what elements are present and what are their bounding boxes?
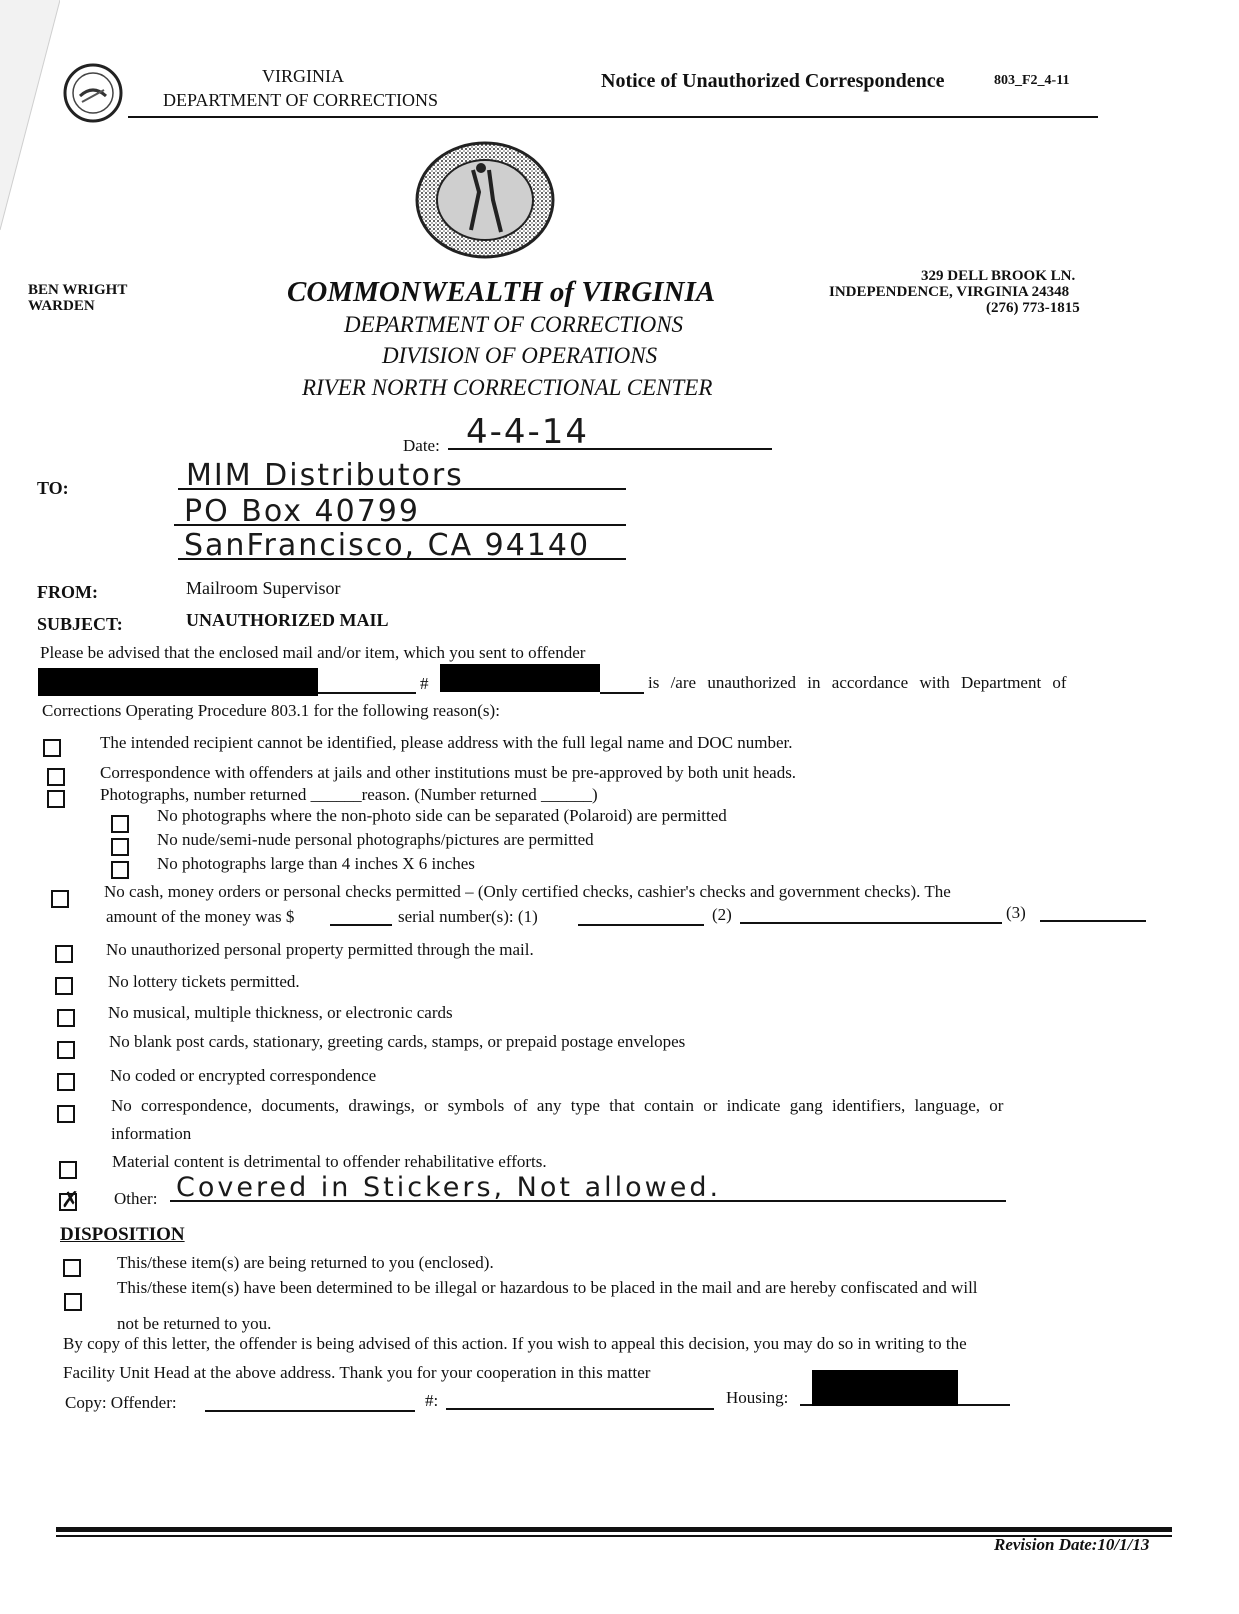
- header-rule: [128, 116, 1098, 118]
- reason-checkbox-lottery[interactable]: [55, 977, 73, 995]
- revision-date: Revision Date:10/1/13: [994, 1535, 1150, 1554]
- checkmark-icon: ✗: [61, 1188, 80, 1213]
- redacted-offender-name: [38, 668, 318, 696]
- money-serial-label: serial number(s): (1): [398, 907, 538, 926]
- reason-text-cash: No cash, money orders or personal checks permitted – (Only certified checks, cashier's checks and government checks). The: [104, 882, 951, 901]
- disposition-text-returned: This/these item(s) are being returned to you (enclosed).: [117, 1253, 494, 1272]
- offender-number-line: [600, 692, 644, 694]
- offender-number-hash: #: [420, 674, 429, 693]
- reason-checkbox-2[interactable]: [47, 768, 65, 786]
- reason-checkbox-property[interactable]: [55, 945, 73, 963]
- copy-offender-line: [205, 1410, 415, 1412]
- money-amount-line: [330, 924, 392, 926]
- from-label: FROM:: [37, 582, 98, 602]
- commonwealth-seal-icon: [413, 140, 558, 260]
- reason-text-lottery: No lottery tickets permitted.: [108, 972, 300, 991]
- to-underline-3: [178, 558, 626, 560]
- other-reason-value: Covered in Stickers, Not allowed.: [176, 1172, 722, 1203]
- form-title: Notice of Unauthorized Correspondence: [601, 70, 945, 92]
- to-label: TO:: [37, 478, 69, 498]
- to-line-1: MIM Distributors: [186, 458, 464, 493]
- reason-checkbox-gang[interactable]: [57, 1105, 75, 1123]
- to-line-3: SanFrancisco, CA 94140: [184, 528, 591, 563]
- warden-title: WARDEN: [28, 298, 95, 314]
- reason-text-gang-cont: information: [111, 1124, 192, 1143]
- reason-text-cards: No musical, multiple thickness, or electronic cards: [108, 1003, 453, 1022]
- reason-checkbox-material[interactable]: [59, 1161, 77, 1179]
- body-op-procedure: Corrections Operating Procedure 803.1 for the following reason(s):: [42, 701, 500, 720]
- redacted-housing: [812, 1370, 958, 1406]
- reason-text-3: Photographs, number returned ______reason. (Number returned ______): [100, 785, 598, 804]
- footer-rule: [56, 1527, 1172, 1532]
- reason-checkbox-nude[interactable]: [111, 838, 129, 856]
- scan-corner-fold: [0, 0, 60, 240]
- letterhead-dept: DEPARTMENT OF CORRECTIONS: [344, 312, 684, 337]
- reason-checkbox-polaroid[interactable]: [111, 815, 129, 833]
- reason-checkbox-3[interactable]: [47, 790, 65, 808]
- disposition-text-cont: not be returned to you.: [117, 1314, 272, 1333]
- date-label: Date:: [403, 436, 440, 455]
- form-code: 803_F2_4-11: [994, 73, 1070, 88]
- reason-text-1: The intended recipient cannot be identified, please address with the full legal name and DOC number.: [100, 733, 793, 752]
- to-line-2: PO Box 40799: [184, 494, 420, 529]
- disposition-heading: DISPOSITION: [60, 1224, 185, 1245]
- reason-checkbox-cards[interactable]: [57, 1009, 75, 1027]
- reason-text-size: No photographs large than 4 inches X 6 inches: [157, 854, 475, 873]
- subject-label: SUBJECT:: [37, 614, 123, 634]
- reason-text-coded: No coded or encrypted correspondence: [110, 1066, 377, 1085]
- subject-value: UNAUTHORIZED MAIL: [186, 610, 389, 630]
- reason-text-blank: No blank post cards, stationary, greeting cards, stamps, or prepaid postage envelopes: [109, 1032, 686, 1051]
- appeal-line-2: Facility Unit Head at the above address. Thank you for your cooperation in this matter: [63, 1363, 651, 1382]
- to-underline-2: [174, 524, 626, 526]
- offender-name-line: [318, 692, 416, 694]
- commonwealth-title: COMMONWEALTH of VIRGINIA: [287, 276, 716, 308]
- facility-address-1: 329 DELL BROOK LN.: [921, 268, 1076, 284]
- reason-text-2: Correspondence with offenders at jails and other institutions must be pre-approved by both unit heads.: [100, 763, 797, 782]
- disposition-checkbox-confiscated[interactable]: [64, 1293, 82, 1311]
- reason-checkbox-1[interactable]: [43, 739, 61, 757]
- facility-phone: (276) 773-1815: [986, 300, 1080, 316]
- reason-text-other: Other:: [114, 1189, 158, 1208]
- reason-checkbox-blank[interactable]: [57, 1041, 75, 1059]
- header-department: DEPARTMENT OF CORRECTIONS: [163, 90, 438, 110]
- reason-checkbox-cash[interactable]: [51, 890, 69, 908]
- copy-number-line: [446, 1408, 714, 1410]
- date-value: 4-4-14: [466, 412, 590, 452]
- money-serial-2-label: (2): [712, 905, 732, 924]
- money-serial-2-line: [740, 922, 1002, 924]
- copy-offender-label: Copy: Offender:: [65, 1393, 177, 1412]
- reason-text-material: Material content is detrimental to offender rehabilitative efforts.: [112, 1152, 547, 1171]
- appeal-line-1: By copy of this letter, the offender is being advised of this action. If you wish to appeal this decision, you may do so in writing to the: [63, 1334, 967, 1353]
- body-is-are: is /are unauthorized in accordance with Department of: [648, 673, 1067, 692]
- from-value: Mailroom Supervisor: [186, 578, 341, 598]
- disposition-text-confiscated: This/these item(s) have been determined to be illegal or hazardous to be placed in the mail and are hereby confiscated and will: [117, 1278, 978, 1297]
- to-underline-1: [178, 488, 626, 490]
- reason-text-gang: No correspondence, documents, drawings, or symbols of any type that contain or indicate gang identifiers, language, or: [111, 1096, 1004, 1115]
- other-underline: [170, 1200, 1006, 1202]
- reason-checkbox-coded[interactable]: [57, 1073, 75, 1091]
- vadoc-small-seal-icon: [62, 62, 124, 124]
- reason-text-polaroid: No photographs where the non-photo side can be separated (Polaroid) are permitted: [157, 806, 727, 825]
- reason-text-nude: No nude/semi-nude personal photographs/pictures are permitted: [157, 830, 594, 849]
- redacted-offender-number: [440, 664, 600, 692]
- warden-name: BEN WRIGHT: [28, 282, 128, 298]
- money-amount-label: amount of the money was $: [106, 907, 295, 926]
- reason-checkbox-size[interactable]: [111, 861, 129, 879]
- money-serial-3-line: [1040, 920, 1146, 922]
- copy-housing-label: Housing:: [726, 1388, 789, 1407]
- header-state: VIRGINIA: [262, 66, 344, 86]
- copy-hash-label: #:: [425, 1391, 439, 1410]
- facility-address-2: INDEPENDENCE, VIRGINIA 24348: [829, 284, 1070, 300]
- disposition-checkbox-returned[interactable]: [63, 1259, 81, 1277]
- reason-text-property: No unauthorized personal property permitted through the mail.: [106, 940, 534, 959]
- reason-checkbox-other[interactable]: [59, 1188, 80, 1213]
- body-intro: Please be advised that the enclosed mail and/or item, which you sent to offender: [40, 643, 586, 662]
- letterhead-division: DIVISION OF OPERATIONS: [382, 343, 658, 368]
- date-underline: [448, 448, 772, 450]
- letterhead-facility: RIVER NORTH CORRECTIONAL CENTER: [302, 375, 713, 400]
- money-serial-1-line: [578, 924, 704, 926]
- money-serial-3-label: (3): [1006, 903, 1026, 922]
